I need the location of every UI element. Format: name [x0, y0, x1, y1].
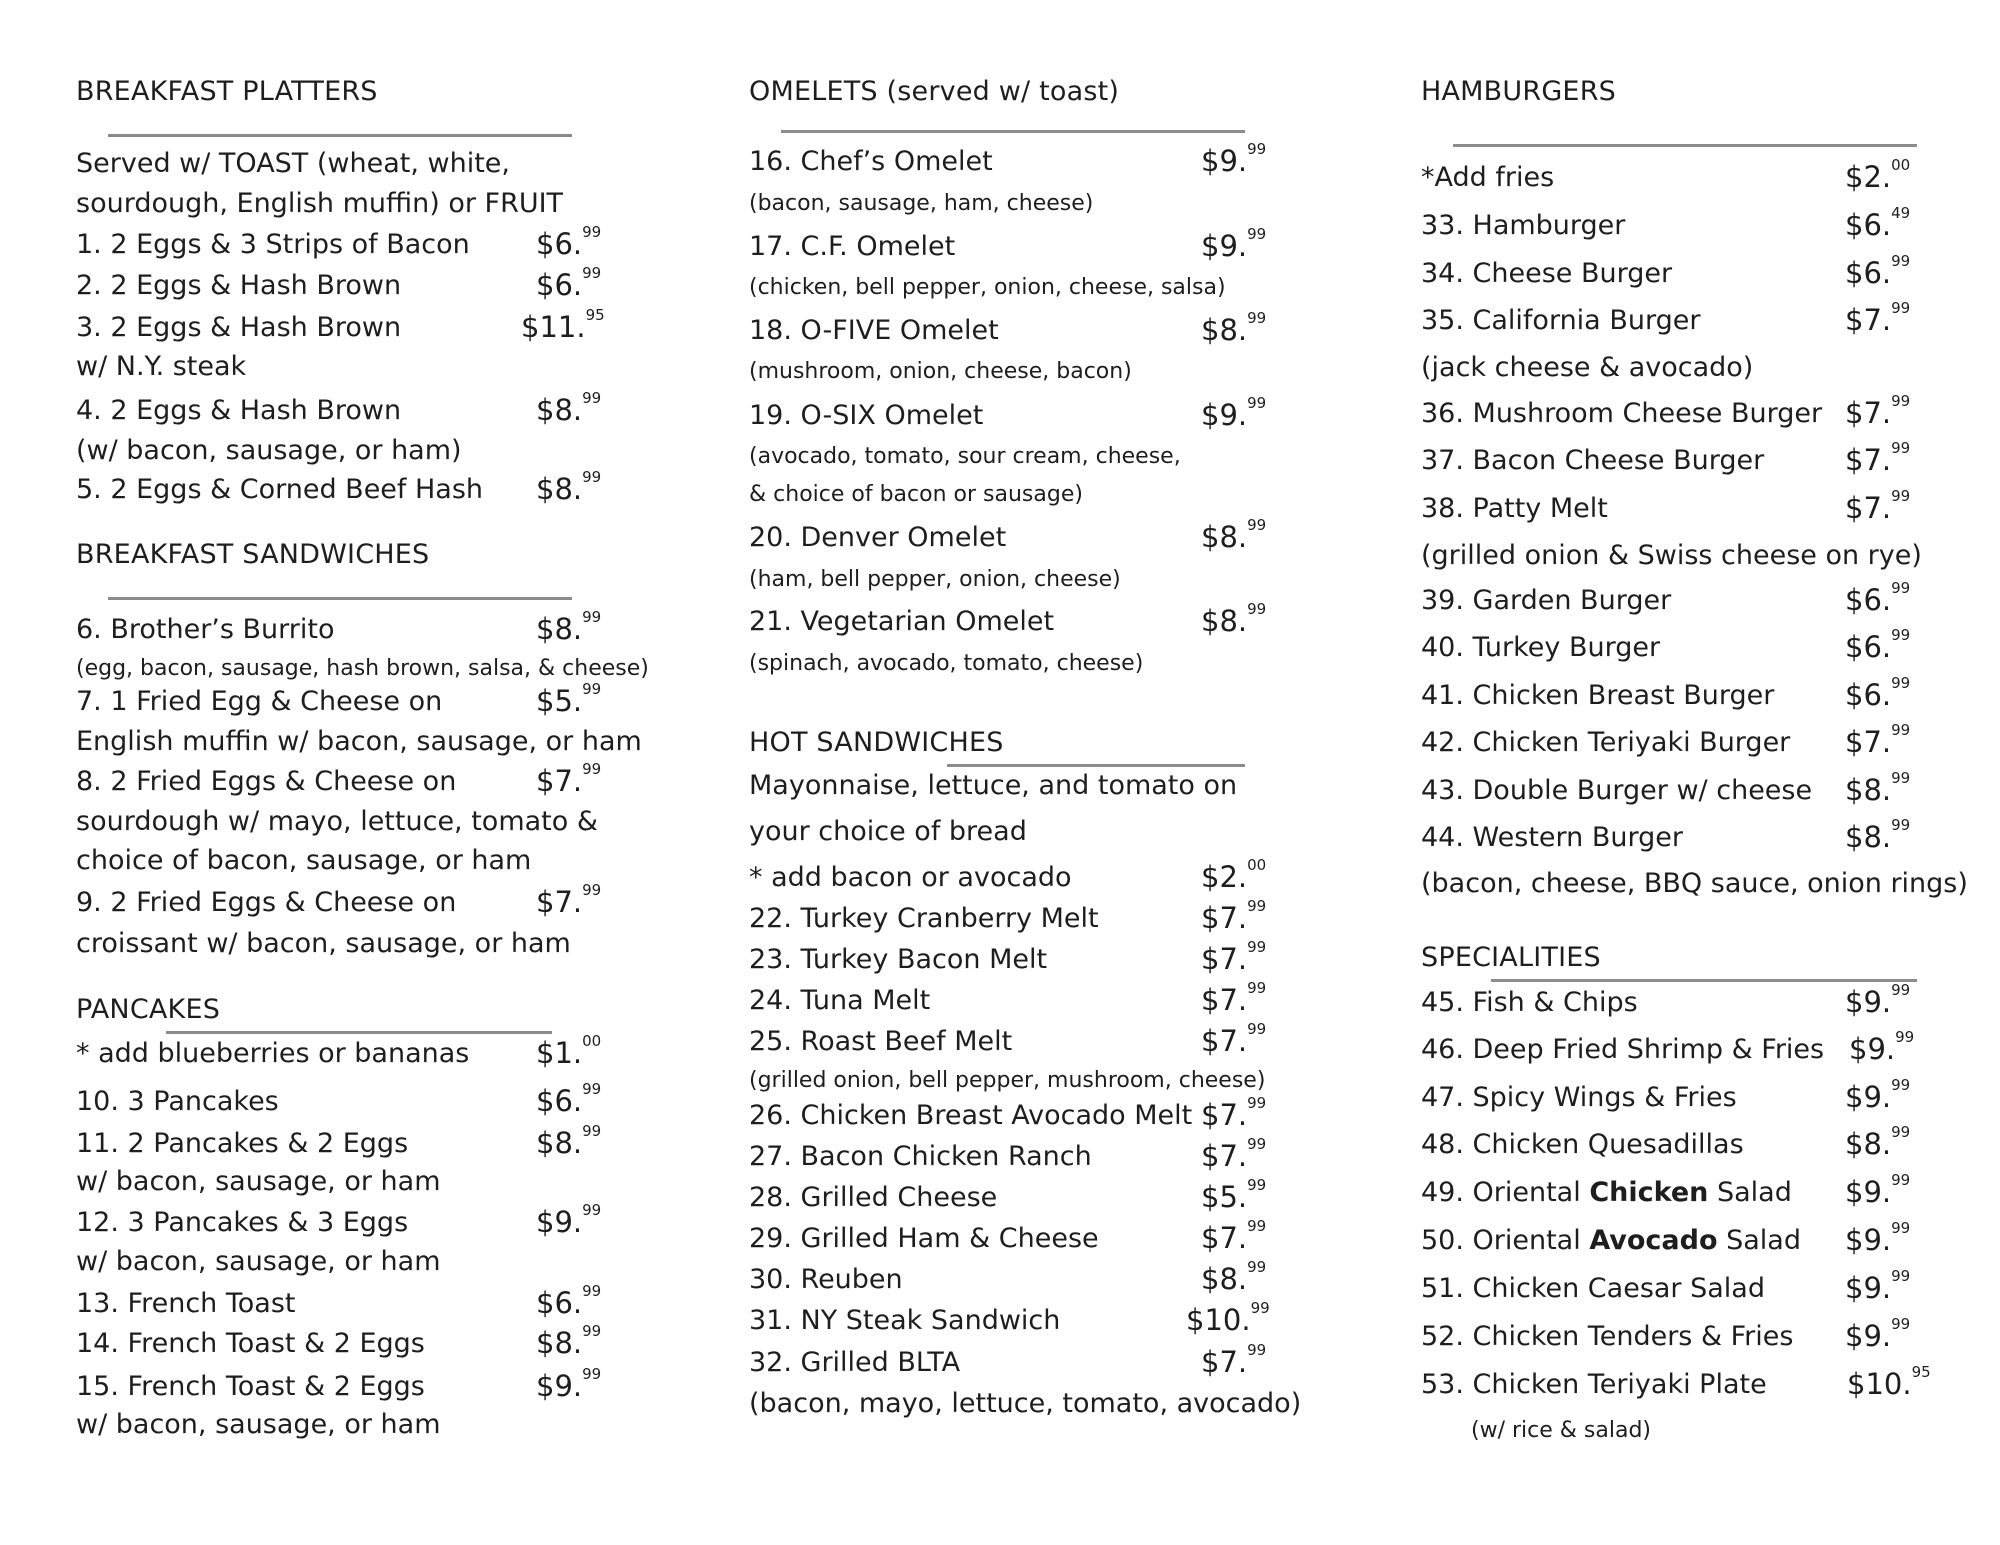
menu-item-price: $7.99	[1201, 1341, 1267, 1379]
menu-item-price: $11.95	[521, 306, 605, 344]
menu-item-description: (spinach, avocado, tomato, cheese)	[749, 651, 1144, 676]
addon-note: * add blueberries or bananas	[76, 1038, 470, 1069]
menu-item-price: $5.99	[536, 680, 602, 718]
menu-item-description: (avocado, tomato, sour cream, cheese,	[749, 444, 1181, 469]
section-title-hamburgers: HAMBURGERS	[1421, 76, 1616, 107]
section-divider	[166, 1031, 552, 1034]
menu-item-price: $9.99	[1845, 981, 1911, 1019]
menu-item-name: 7. 1 Fried Egg & Cheese on	[76, 686, 443, 717]
menu-item-name: 4. 2 Eggs & Hash Brown	[76, 395, 402, 426]
menu-item-name: 27. Bacon Chicken Ranch	[749, 1141, 1092, 1172]
menu-item-price: $1.00	[536, 1032, 602, 1070]
menu-item-name: 34. Cheese Burger	[1421, 258, 1673, 289]
menu-item-price: $8.99	[536, 608, 602, 646]
menu-item-name: 28. Grilled Cheese	[749, 1182, 998, 1213]
menu-item-price: $7.99	[1201, 1094, 1267, 1132]
menu-item-price: $6.99	[1845, 579, 1911, 617]
menu-item-description: w/ bacon, sausage, or ham	[76, 1166, 441, 1197]
menu-item-description: (bacon, cheese, BBQ sauce, onion rings)	[1421, 868, 1968, 899]
menu-item-price: $6.99	[1845, 674, 1911, 712]
menu-item-description: (chicken, bell pepper, onion, cheese, salsa)	[749, 275, 1226, 300]
menu-item-description: (mushroom, onion, cheese, bacon)	[749, 359, 1132, 384]
menu-item-name: 50. Oriental Avocado Salad	[1421, 1225, 1801, 1256]
menu-item-name: 2. 2 Eggs & Hash Brown	[76, 270, 402, 301]
menu-item-price: $5.99	[1201, 1176, 1267, 1214]
menu-item-description: (jack cheese & avocado)	[1421, 352, 1754, 383]
menu-item-name: 45. Fish & Chips	[1421, 987, 1638, 1018]
menu-item-name: 31. NY Steak Sandwich	[749, 1305, 1061, 1336]
menu-item-description: (grilled onion & Swiss cheese on rye)	[1421, 540, 1922, 571]
menu-item-price: $9.99	[1201, 225, 1267, 263]
menu-item-name: 26. Chicken Breast Avocado Melt	[749, 1100, 1193, 1131]
menu-item-price: $8.99	[1201, 1258, 1267, 1296]
menu-item-description: & choice of bacon or sausage)	[749, 482, 1083, 507]
section-divider	[947, 764, 1245, 767]
addon-note: *Add fries	[1421, 162, 1555, 193]
menu-item-description: w/ N.Y. steak	[76, 351, 247, 382]
menu-item-description: (w/ rice & salad)	[1471, 1418, 1651, 1443]
section-divider	[1491, 979, 1917, 982]
menu-item-price: $9.99	[1845, 1076, 1911, 1114]
menu-item-price: $8.99	[1845, 1123, 1911, 1161]
menu-item-name: 41. Chicken Breast Burger	[1421, 680, 1775, 711]
menu-item-description: (grilled onion, bell pepper, mushroom, cheese)	[749, 1068, 1266, 1093]
menu-item-description: w/ bacon, sausage, or ham	[76, 1246, 441, 1277]
menu-item-price: $7.99	[1201, 897, 1267, 935]
menu-item-description: (egg, bacon, sausage, hash brown, salsa, & cheese)	[76, 656, 649, 681]
menu-item-name: 53. Chicken Teriyaki Plate	[1421, 1369, 1767, 1400]
section-title-pancakes: PANCAKES	[76, 994, 221, 1025]
menu-item-description: w/ bacon, sausage, or ham	[76, 1409, 441, 1440]
menu-item-price: $8.99	[1201, 309, 1267, 347]
menu-item-price: $2.00	[1845, 156, 1911, 194]
menu-item-price: $8.99	[536, 468, 602, 506]
menu-item-price: $7.99	[1845, 439, 1911, 477]
menu-item-price: $6.99	[536, 1080, 602, 1118]
section-title-omelets: OMELETS (served w/ toast)	[749, 76, 1120, 107]
menu-item-price: $6.99	[1845, 252, 1911, 290]
menu-item-name: 3. 2 Eggs & Hash Brown	[76, 312, 402, 343]
menu-item-name: 39. Garden Burger	[1421, 585, 1672, 616]
menu-item-name: 25. Roast Beef Melt	[749, 1026, 1013, 1057]
menu-item-name: 43. Double Burger w/ cheese	[1421, 775, 1813, 806]
menu-item-price: $7.99	[1201, 979, 1267, 1017]
menu-item-name: 9. 2 Fried Eggs & Cheese on	[76, 887, 457, 918]
menu-item-name: 21. Vegetarian Omelet	[749, 606, 1055, 637]
section-divider	[108, 134, 572, 137]
menu-item-name: 11. 2 Pancakes & 2 Eggs	[76, 1128, 409, 1159]
menu-item-price: $10.99	[1186, 1299, 1270, 1337]
menu-item-description: (bacon, mayo, lettuce, tomato, avocado)	[749, 1388, 1302, 1419]
menu-item-price: $7.99	[1845, 487, 1911, 525]
menu-item-name: 52. Chicken Tenders & Fries	[1421, 1321, 1794, 1352]
menu-item-name: 38. Patty Melt	[1421, 493, 1608, 524]
menu-item-name: 19. O-SIX Omelet	[749, 400, 984, 431]
menu-item-price: $8.99	[1845, 816, 1911, 854]
menu-item-name: 33. Hamburger	[1421, 210, 1626, 241]
menu-item-name: 22. Turkey Cranberry Melt	[749, 903, 1099, 934]
section-divider	[1453, 144, 1917, 147]
menu-item-name: 24. Tuna Melt	[749, 985, 931, 1016]
menu-item-name: 46. Deep Fried Shrimp & Fries	[1421, 1034, 1825, 1065]
section-intro: your choice of bread	[749, 816, 1027, 847]
menu-item-price: $9.99	[536, 1201, 602, 1239]
menu-item-name: 20. Denver Omelet	[749, 522, 1007, 553]
menu-item-name: 6. Brother’s Burrito	[76, 614, 335, 645]
menu-item-price: $9.99	[1849, 1028, 1915, 1066]
menu-item-price: $7.99	[1201, 938, 1267, 976]
menu-item-name: 37. Bacon Cheese Burger	[1421, 445, 1765, 476]
menu-item-name: 10. 3 Pancakes	[76, 1086, 279, 1117]
menu-item-price: $7.99	[536, 881, 602, 919]
section-title-hot-sandwiches: HOT SANDWICHES	[749, 727, 1004, 758]
section-intro: sourdough, English muffin) or FRUIT	[76, 188, 564, 219]
menu-item-name: 18. O-FIVE Omelet	[749, 315, 999, 346]
section-divider	[781, 130, 1245, 133]
section-intro: Served w/ TOAST (wheat, white,	[76, 148, 510, 179]
menu-item-name: 29. Grilled Ham & Cheese	[749, 1223, 1099, 1254]
menu-item-description: (bacon, sausage, ham, cheese)	[749, 191, 1094, 216]
section-title-specialities: SPECIALITIES	[1421, 942, 1601, 973]
menu-item-name: 17. C.F. Omelet	[749, 231, 956, 262]
menu-item-name: 42. Chicken Teriyaki Burger	[1421, 727, 1791, 758]
menu-item-name: 36. Mushroom Cheese Burger	[1421, 398, 1823, 429]
menu-item-price: $7.99	[1845, 392, 1911, 430]
menu-item-name: 16. Chef’s Omelet	[749, 146, 993, 177]
menu-item-price: $8.99	[536, 1122, 602, 1160]
menu-item-name: 30. Reuben	[749, 1264, 903, 1295]
menu-item-price: $9.99	[1201, 140, 1267, 178]
section-title-breakfast-sandwiches: BREAKFAST SANDWICHES	[76, 539, 430, 570]
menu-item-price: $7.99	[536, 760, 602, 798]
menu-item-price: $9.99	[1845, 1171, 1911, 1209]
menu-item-price: $7.99	[1845, 299, 1911, 337]
menu-item-price: $6.49	[1845, 204, 1911, 242]
menu-item-description: choice of bacon, sausage, or ham	[76, 845, 532, 876]
menu-item-description: sourdough w/ mayo, lettuce, tomato &	[76, 806, 598, 837]
menu-item-name: 13. French Toast	[76, 1288, 296, 1319]
menu-item-description: English muffin w/ bacon, sausage, or ham	[76, 726, 642, 757]
menu-item-name: 1. 2 Eggs & 3 Strips of Bacon	[76, 229, 470, 260]
menu-item-name: 8. 2 Fried Eggs & Cheese on	[76, 766, 457, 797]
menu-item-name: 35. California Burger	[1421, 305, 1701, 336]
menu-item-price: $9.99	[1845, 1315, 1911, 1353]
menu-item-name: 32. Grilled BLTA	[749, 1347, 961, 1378]
menu-item-price: $6.99	[1845, 626, 1911, 664]
menu-item-price: $9.99	[536, 1365, 602, 1403]
menu-item-name: 40. Turkey Burger	[1421, 632, 1661, 663]
menu-item-price: $7.99	[1201, 1135, 1267, 1173]
menu-item-description: (ham, bell pepper, onion, cheese)	[749, 567, 1121, 592]
menu-item-name: 51. Chicken Caesar Salad	[1421, 1273, 1765, 1304]
menu-item-price: $10.95	[1847, 1363, 1931, 1401]
menu-item-price: $6.99	[536, 264, 602, 302]
menu-item-price: $2.00	[1201, 856, 1267, 894]
menu-item-name: 49. Oriental Chicken Salad	[1421, 1177, 1792, 1208]
menu-item-name: 44. Western Burger	[1421, 822, 1683, 853]
menu-item-price: $8.99	[1201, 600, 1267, 638]
menu-item-name: 15. French Toast & 2 Eggs	[76, 1371, 425, 1402]
menu-item-price: $9.99	[1845, 1219, 1911, 1257]
section-title-breakfast-platters: BREAKFAST PLATTERS	[76, 76, 378, 107]
menu-item-name: 14. French Toast & 2 Eggs	[76, 1328, 425, 1359]
menu-item-name: 23. Turkey Bacon Melt	[749, 944, 1048, 975]
menu-item-price: $8.99	[1845, 769, 1911, 807]
menu-item-name: 12. 3 Pancakes & 3 Eggs	[76, 1207, 409, 1238]
menu-item-name: 47. Spicy Wings & Fries	[1421, 1082, 1737, 1113]
menu-item-price: $8.99	[536, 389, 602, 427]
menu-item-description: croissant w/ bacon, sausage, or ham	[76, 928, 571, 959]
section-divider	[108, 597, 572, 600]
section-intro: Mayonnaise, lettuce, and tomato on	[749, 770, 1238, 801]
menu-item-description: (w/ bacon, sausage, or ham)	[76, 435, 462, 466]
menu-item-price: $9.99	[1201, 394, 1267, 432]
menu-item-price: $8.99	[1201, 516, 1267, 554]
menu-item-price: $7.99	[1201, 1020, 1267, 1058]
menu-item-price: $7.99	[1845, 721, 1911, 759]
menu-item-price: $6.99	[536, 223, 602, 261]
menu-item-price: $9.99	[1845, 1267, 1911, 1305]
addon-note: * add bacon or avocado	[749, 862, 1072, 893]
menu-item-price: $6.99	[536, 1282, 602, 1320]
menu-item-price: $7.99	[1201, 1217, 1267, 1255]
menu-item-price: $8.99	[536, 1322, 602, 1360]
menu-item-name: 48. Chicken Quesadillas	[1421, 1129, 1744, 1160]
menu-item-name: 5. 2 Eggs & Corned Beef Hash	[76, 474, 484, 505]
